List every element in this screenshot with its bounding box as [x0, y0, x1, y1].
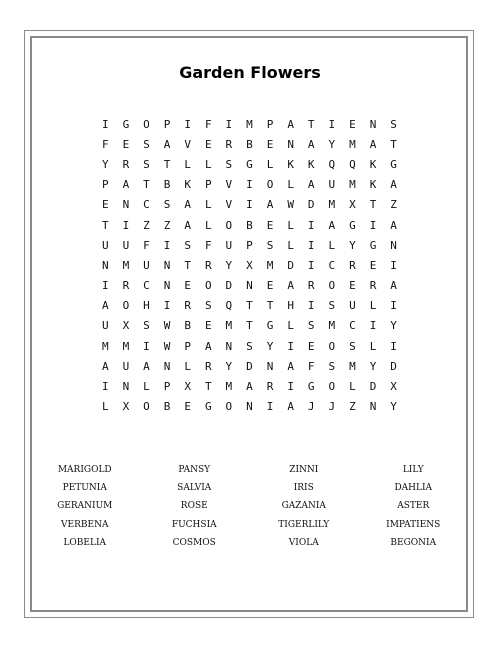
grid-cell: I [369, 218, 377, 232]
word-list-item: DAHLIA [394, 483, 433, 494]
grid-cell: S [307, 319, 315, 333]
grid-cell: E [266, 218, 274, 232]
grid-cell: E [266, 137, 274, 151]
grid-cell: L [349, 380, 356, 394]
grid-cell: E [307, 339, 315, 353]
grid-cell: S [225, 157, 233, 171]
grid-cell: L [184, 359, 191, 373]
grid-cell: G [246, 157, 253, 171]
word-list-item: ROSE [180, 501, 208, 512]
grid-cell: W [163, 339, 171, 353]
grid-row [95, 154, 405, 174]
grid-cell: P [204, 178, 212, 192]
grid-cell: A [307, 137, 315, 151]
grid-cell: L [204, 157, 212, 171]
grid-cell: I [307, 238, 315, 252]
word-list-item: ZINNI [289, 465, 319, 476]
grid-cell: R [122, 279, 130, 293]
grid-cell: R [266, 380, 274, 394]
grid-row [95, 336, 405, 356]
grid-cell: Q [349, 157, 356, 171]
grid-cell: R [122, 157, 130, 171]
grid-row [95, 215, 405, 235]
grid-cell: E [369, 258, 377, 272]
grid-cell: Y [390, 400, 397, 414]
grid-cell: W [163, 319, 171, 333]
grid-cell: O [122, 299, 130, 313]
grid-cell: I [369, 319, 377, 333]
grid-cell: E [204, 137, 212, 151]
grid-cell: A [287, 400, 294, 414]
grid-cell: U [143, 258, 150, 272]
grid-cell: I [122, 218, 130, 232]
grid-cell: F [204, 117, 212, 131]
grid-cell: P [246, 238, 253, 252]
grid-cell: L [287, 238, 294, 252]
grid-cell: X [122, 400, 130, 414]
grid-cell: X [246, 258, 253, 272]
grid-cell: T [143, 178, 150, 192]
grid-cell: M [225, 319, 233, 333]
grid-cell: G [369, 238, 377, 252]
grid-cell: A [328, 218, 336, 232]
grid-cell: Z [163, 218, 171, 232]
grid-cell: Q [225, 299, 233, 313]
grid-cell: N [122, 380, 130, 394]
grid-cell: Y [225, 359, 233, 373]
grid-row [95, 235, 405, 255]
grid-cell: I [287, 339, 294, 353]
grid-cell: M [328, 319, 336, 333]
grid-cell: A [184, 198, 191, 212]
grid-cell: N [369, 400, 377, 414]
grid-cell: Y [225, 258, 233, 272]
grid-cell: A [163, 137, 171, 151]
grid-cell: J [307, 400, 315, 414]
letter-grid [95, 114, 405, 417]
grid-cell: K [184, 178, 191, 192]
grid-cell: T [246, 319, 253, 333]
grid-cell: A [287, 359, 294, 373]
grid-cell: M [328, 198, 336, 212]
grid-cell: E [101, 198, 109, 212]
grid-cell: T [204, 380, 212, 394]
grid-cell: A [101, 359, 109, 373]
grid-cell: O [225, 218, 233, 232]
grid-cell: R [349, 258, 356, 272]
grid-cell: E [349, 117, 356, 131]
grid-cell: S [390, 117, 397, 131]
grid-cell: U [122, 359, 130, 373]
grid-cell: D [307, 198, 315, 212]
grid-cell: V [225, 198, 233, 212]
grid-cell: T [246, 299, 253, 313]
grid-cell: N [101, 258, 109, 272]
grid-cell: I [246, 198, 253, 212]
grid-cell: N [163, 359, 171, 373]
grid-cell: N [246, 279, 253, 293]
grid-cell: S [266, 238, 274, 252]
word-row [30, 516, 468, 534]
grid-cell: R [369, 279, 377, 293]
grid-cell: Z [390, 198, 397, 212]
word-list-item: IMPATIENS [386, 519, 441, 530]
grid-cell: N [287, 137, 294, 151]
word-list-item: IRIS [293, 483, 314, 494]
word-list-item: LOBELIA [63, 537, 107, 548]
grid-cell: A [143, 359, 150, 373]
grid-cell: L [143, 380, 150, 394]
grid-cell: L [287, 319, 294, 333]
grid-cell: O [328, 339, 336, 353]
grid-cell: G [122, 117, 130, 131]
grid-cell: A [390, 178, 397, 192]
grid-cell: S [349, 339, 356, 353]
page-title: Garden Flowers [179, 63, 321, 82]
grid-cell: K [287, 157, 294, 171]
grid-cell: T [266, 299, 274, 313]
grid-cell: L [328, 238, 336, 252]
word-list-item: PANSY [178, 465, 211, 476]
grid-cell: T [184, 258, 191, 272]
grid-row [95, 316, 405, 336]
grid-cell: B [246, 137, 253, 151]
word-list-item: PETUNIA [62, 483, 107, 494]
grid-cell: A [307, 178, 315, 192]
grid-cell: R [184, 299, 191, 313]
word-row [30, 497, 468, 515]
grid-cell: M [122, 339, 130, 353]
grid-row [95, 195, 405, 215]
grid-cell: I [390, 258, 397, 272]
grid-cell: E [184, 279, 191, 293]
grid-cell: G [349, 218, 356, 232]
grid-row [95, 134, 405, 154]
grid-cell: C [143, 198, 150, 212]
grid-cell: Y [328, 137, 336, 151]
grid-cell: A [184, 218, 191, 232]
grid-cell: F [307, 359, 315, 373]
word-row [30, 534, 468, 552]
grid-cell: N [266, 359, 274, 373]
grid-cell: U [122, 238, 130, 252]
word-list-item: GERANIUM [57, 501, 113, 512]
grid-cell: N [246, 400, 253, 414]
grid-cell: I [307, 258, 315, 272]
grid-cell: L [369, 339, 377, 353]
grid-cell: E [184, 400, 191, 414]
word-row [30, 461, 468, 479]
grid-row [95, 114, 405, 134]
word-list-item: VIOLA [288, 537, 319, 548]
grid-cell: Z [349, 400, 356, 414]
grid-cell: M [349, 359, 356, 373]
grid-cell: A [204, 339, 212, 353]
grid-cell: H [143, 299, 150, 313]
grid-cell: I [246, 178, 253, 192]
grid-cell: T [307, 117, 315, 131]
word-list-item: FUCHSIA [171, 519, 217, 530]
grid-cell: T [101, 218, 109, 232]
grid-cell: M [101, 339, 109, 353]
grid-cell: L [101, 400, 109, 414]
grid-cell: L [266, 157, 274, 171]
grid-cell: Z [143, 218, 150, 232]
grid-row [95, 296, 405, 316]
grid-cell: F [101, 137, 109, 151]
grid-cell: U [225, 238, 233, 252]
grid-cell: M [349, 178, 356, 192]
grid-cell: V [225, 178, 233, 192]
grid-row [95, 175, 405, 195]
grid-cell: K [369, 157, 377, 171]
grid-cell: H [287, 299, 294, 313]
grid-cell: A [287, 279, 294, 293]
grid-cell: R [204, 359, 212, 373]
grid-cell: M [349, 137, 356, 151]
grid-cell: G [266, 319, 274, 333]
grid-cell: G [204, 400, 212, 414]
word-list-item: GAZANIA [281, 501, 326, 512]
grid-cell: S [204, 299, 212, 313]
grid-cell: B [246, 218, 253, 232]
grid-cell: D [225, 279, 233, 293]
grid-cell: O [266, 178, 274, 192]
grid-cell: I [163, 238, 171, 252]
grid-cell: J [328, 400, 336, 414]
grid-cell: I [143, 339, 150, 353]
grid-cell: M [266, 258, 274, 272]
grid-cell: R [204, 258, 212, 272]
grid-cell: X [390, 380, 397, 394]
grid-cell: C [143, 279, 150, 293]
grid-cell: Q [328, 157, 336, 171]
grid-cell: N [122, 198, 130, 212]
grid-cell: S [328, 299, 336, 313]
grid-cell: K [369, 178, 377, 192]
grid-cell: A [101, 299, 109, 313]
grid-cell: A [390, 279, 397, 293]
grid-cell: S [163, 198, 171, 212]
grid-cell: E [266, 279, 274, 293]
grid-cell: V [184, 137, 191, 151]
grid-cell: I [307, 299, 315, 313]
grid-cell: M [122, 258, 130, 272]
grid-cell: R [225, 137, 233, 151]
grid-cell: S [143, 157, 150, 171]
grid-cell: T [369, 198, 377, 212]
word-list-item: TIGERLILY [278, 519, 330, 530]
grid-cell: O [143, 117, 150, 131]
grid-cell: K [307, 157, 315, 171]
word-row [30, 479, 468, 497]
grid-cell: U [101, 238, 109, 252]
grid-cell: B [163, 400, 171, 414]
grid-cell: N [369, 117, 377, 131]
grid-cell: X [122, 319, 130, 333]
grid-cell: X [349, 198, 356, 212]
grid-cell: S [184, 238, 191, 252]
grid-cell: F [143, 238, 150, 252]
grid-cell: S [328, 359, 336, 373]
grid-cell: I [184, 117, 191, 131]
grid-cell: O [328, 380, 336, 394]
grid-row [95, 376, 405, 396]
grid-cell: I [287, 380, 294, 394]
grid-cell: O [328, 279, 336, 293]
grid-cell: C [328, 258, 336, 272]
grid-cell: L [287, 218, 294, 232]
word-list-item: BEGONIA [390, 537, 437, 548]
grid-cell: X [184, 380, 191, 394]
grid-cell: G [307, 380, 315, 394]
grid-cell: A [266, 198, 274, 212]
grid-cell: O [204, 279, 212, 293]
grid-cell: L [184, 157, 191, 171]
grid-cell: F [204, 238, 212, 252]
grid-cell: O [225, 400, 233, 414]
grid-cell: O [143, 400, 150, 414]
grid-cell: I [390, 299, 397, 313]
grid-cell: P [163, 117, 171, 131]
grid-cell: D [390, 359, 397, 373]
grid-cell: S [246, 339, 253, 353]
grid-cell: I [307, 218, 315, 232]
word-list-item: ASTER [397, 501, 430, 512]
grid-cell: I [101, 279, 109, 293]
grid-cell: M [246, 117, 253, 131]
word-list [30, 461, 468, 552]
grid-row [95, 356, 405, 376]
word-list-item: MARIGOLD [57, 465, 112, 476]
grid-cell: L [204, 218, 212, 232]
grid-cell: A [246, 380, 253, 394]
word-list-item: SALVIA [177, 483, 212, 494]
grid-cell: U [328, 178, 336, 192]
grid-cell: W [287, 198, 294, 212]
grid-cell: P [184, 339, 191, 353]
grid-cell: M [225, 380, 233, 394]
grid-cell: S [143, 319, 150, 333]
grid-cell: T [390, 137, 397, 151]
grid-cell: C [349, 319, 356, 333]
grid-cell: I [101, 380, 109, 394]
grid-cell: L [204, 198, 212, 212]
grid-cell: I [328, 117, 336, 131]
grid-cell: A [390, 218, 397, 232]
grid-cell: A [369, 137, 377, 151]
grid-cell: D [246, 359, 253, 373]
grid-cell: R [307, 279, 315, 293]
grid-cell: P [163, 380, 171, 394]
grid-cell: Y [369, 359, 377, 373]
grid-cell: U [349, 299, 356, 313]
word-list-item: LILY [402, 465, 424, 476]
grid-row [95, 276, 405, 296]
grid-cell: I [101, 117, 109, 131]
grid-cell: D [369, 380, 377, 394]
grid-cell: N [390, 238, 397, 252]
grid-cell: L [369, 299, 377, 313]
grid-row [95, 397, 405, 417]
word-list-item: COSMOS [172, 537, 216, 548]
word-list-item: VERBENA [61, 519, 109, 530]
grid-cell: B [163, 178, 171, 192]
grid-cell: I [163, 299, 171, 313]
grid-row [95, 255, 405, 275]
grid-cell: A [287, 117, 294, 131]
grid-cell: N [163, 258, 171, 272]
grid-cell: N [225, 339, 233, 353]
grid-cell: P [101, 178, 109, 192]
grid-cell: L [287, 178, 294, 192]
grid-cell: Y [266, 339, 274, 353]
grid-cell: E [204, 319, 212, 333]
grid-cell: I [390, 339, 397, 353]
grid-cell: A [122, 178, 130, 192]
grid-cell: D [287, 258, 294, 272]
grid-cell: E [122, 137, 130, 151]
grid-cell: U [101, 319, 109, 333]
grid-cell: E [349, 279, 356, 293]
grid-cell: I [225, 117, 233, 131]
grid-cell: S [143, 137, 150, 151]
grid-cell: Y [349, 238, 356, 252]
grid-cell: T [163, 157, 171, 171]
grid-cell: B [184, 319, 191, 333]
grid-cell: Y [390, 319, 397, 333]
grid-cell: N [163, 279, 171, 293]
grid-cell: G [390, 157, 397, 171]
grid-cell: I [266, 400, 274, 414]
grid-cell: Y [101, 157, 109, 171]
grid-cell: P [266, 117, 274, 131]
